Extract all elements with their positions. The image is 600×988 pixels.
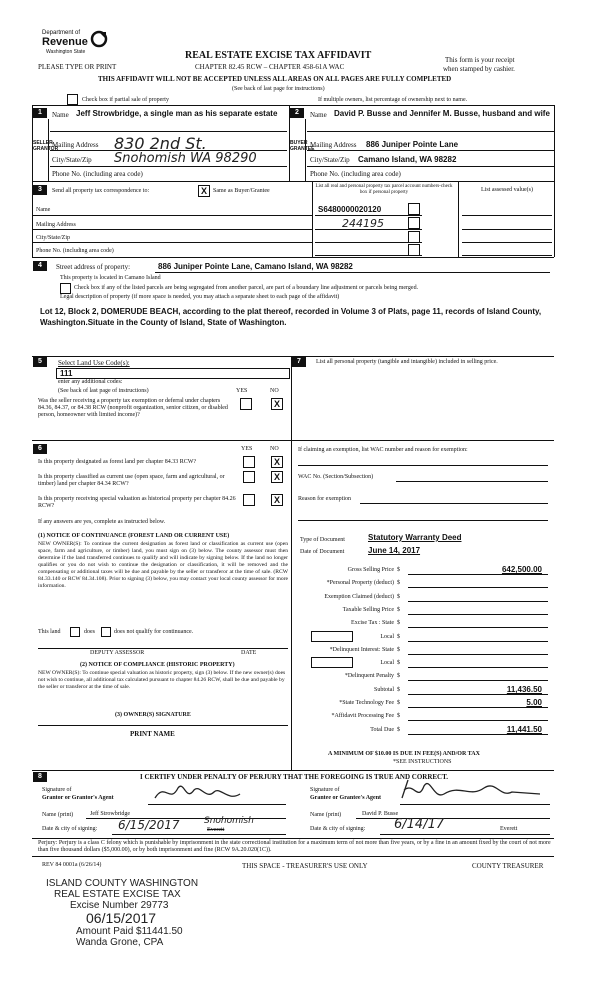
dept-line3: Washington State — [46, 49, 86, 55]
personal-property-checkbox-4[interactable] — [408, 244, 420, 256]
section-1-number: 1 — [33, 108, 47, 118]
county-treasurer-label: COUNTY TREASURER — [472, 862, 544, 870]
money-row-label: Subtotal — [373, 687, 394, 693]
money-row — [290, 684, 552, 696]
money-row-label: Local — [380, 660, 394, 666]
buyer-name-label: Name — [310, 111, 327, 119]
receipt-note-2: when stamped by cashier. — [443, 65, 515, 73]
money-row-currency: $ — [397, 687, 400, 693]
street-address-label: Street address of property: — [56, 263, 131, 271]
notice1-title: (1) NOTICE OF CONTINUANCE (FOREST LAND OR CURRENT USE) — [38, 533, 230, 539]
assessor-date-label: DATE — [241, 650, 257, 656]
grantor-signature — [150, 780, 280, 806]
section3-city-label: City/State/Zip — [36, 235, 70, 241]
local-tax-box[interactable] — [311, 657, 353, 668]
certify-line: I CERTIFY UNDER PENALTY OF PERJURY THAT THE FOREGOING IS TRUE AND CORRECT. — [140, 773, 449, 781]
money-row-currency: $ — [397, 673, 400, 679]
stamp-line-2: REAL ESTATE EXCISE TAX — [54, 889, 181, 900]
legal-description-label: Legal description of property (if more space is needed, you may attach a separate sheet to each page of the affidavit) — [60, 294, 340, 300]
grantee-city-value: Everett — [500, 826, 518, 832]
land-does-not-checkbox[interactable] — [101, 627, 111, 637]
street-address-value: 886 Juniper Pointe Lane, Camano Island, WA 98282 — [158, 262, 353, 271]
doc-date-label: Date of Document — [300, 549, 345, 555]
money-row-currency: $ — [397, 594, 400, 600]
buyer-address-label: Mailing Address — [310, 141, 357, 149]
money-row-currency: $ — [397, 607, 400, 613]
money-row-value[interactable]: 5.00 — [526, 698, 542, 707]
seller-name-label: Name — [52, 111, 69, 119]
any-yes-note: If any answers are yes, complete as instructed below. — [38, 519, 166, 525]
land-use-value: 111 — [60, 369, 73, 378]
form-revision: REV 84 0001a (6/26/14) — [42, 862, 102, 868]
assessed-header: List assessed value(s) — [481, 187, 533, 193]
section5-see-back: (See back of last page of instructions) — [58, 388, 149, 394]
grantee-date-value: 6/14/17 — [394, 817, 445, 832]
land-use-label: Select Land Use Code(s): — [58, 359, 130, 367]
does-label: does — [84, 629, 95, 635]
grantor-date-city-label: Date & city of signing: — [42, 826, 98, 832]
current-use-no-checkbox[interactable]: X — [271, 471, 283, 483]
money-row — [290, 697, 552, 709]
money-row-currency: $ — [397, 647, 400, 653]
money-row — [290, 564, 552, 576]
personal-property-checkbox-2[interactable] — [408, 217, 420, 229]
dor-logo — [42, 30, 112, 60]
seller-phone-label: Phone No. (including area code) — [52, 170, 143, 178]
located-in: This property is located in Camano Island — [60, 275, 161, 281]
owner-signature-label: (3) OWNER(S) SIGNATURE — [115, 712, 191, 718]
money-row — [290, 644, 552, 656]
stamp-line-3: Excise Number 29773 — [70, 900, 169, 911]
money-row-label: *Delinquent Penalty — [344, 673, 394, 679]
please-type: PLEASE TYPE OR PRINT — [38, 63, 117, 71]
personal-property-checkbox-1[interactable] — [408, 203, 420, 215]
grantee-date-city-label: Date & city of signing: — [310, 826, 366, 832]
grantor-city-value: Snohomish — [204, 816, 254, 826]
treasurer-stamp — [46, 878, 198, 948]
receipt-note-1: This form is your receipt — [445, 56, 515, 64]
grantor-sig-label-2: Grantor or Grantor's Agent — [42, 795, 114, 801]
seller-address-label: Mailing Address — [52, 141, 99, 149]
section-8-number: 8 — [33, 772, 47, 782]
money-row-label: Gross Selling Price — [347, 567, 394, 573]
doc-type-value: Statutory Warranty Deed — [368, 533, 462, 542]
money-row — [290, 724, 552, 736]
forest-no-checkbox[interactable]: X — [271, 456, 283, 468]
exemption-question: Was the seller receiving a property tax exemption or deferral under chapters 84.36, 84.37, or 84.38 RCW (nonprofit organization, senior citizen, or disabled person, homeowner with limited income)? — [38, 398, 228, 418]
parcel-number-2: 244195 — [342, 217, 384, 230]
section3-phone-label: Phone No. (including area code) — [36, 248, 114, 254]
forest-yes-checkbox[interactable] — [243, 456, 255, 468]
grantee-name-label: Name (print) — [310, 812, 342, 818]
money-row — [290, 710, 552, 722]
dept-line1: Department of — [42, 30, 81, 36]
money-row-currency: $ — [397, 634, 400, 640]
stamp-line-5: Amount Paid $11441.50 — [76, 926, 183, 937]
historic-no-checkbox[interactable]: X — [271, 494, 283, 506]
grantor-sig-label-1: Signature of — [42, 787, 72, 793]
notice1-body: NEW OWNER(S): To continue the current designation as forest land or classification as current use (open space, farm and agriculture, or timber) land, you must sign on (3) below. The county assessor must then determine if the land transferred continues to qualify and will indicate by signing below. If the land no longer qualifies or you do not wish to continue the designation or classification, it will be removed and the compensating or additional taxes will be due and payable by the seller or transferor at the time of sale. (RCW 84.33.140 or RCW 84.34.108). Prior to signing (3) below, you may contact your local county assessor for more information. — [38, 541, 288, 589]
section-5-number: 5 — [33, 357, 47, 367]
see-back-instructions: (See back of last page for instructions) — [232, 86, 325, 92]
money-row-value[interactable]: 11,441.50 — [506, 725, 542, 734]
partial-sale-label: Check box if partial sale of property — [82, 97, 169, 103]
money-row-label: *State Technology Fee — [339, 700, 394, 706]
money-row-currency: $ — [397, 567, 400, 573]
section6-yes-header: YES — [241, 446, 253, 452]
money-row-value[interactable]: 11,436.50 — [506, 685, 542, 694]
buyer-phone-label: Phone No. (including area code) — [310, 170, 401, 178]
form-title: REAL ESTATE EXCISE TAX AFFIDAVIT — [185, 50, 372, 61]
does-not-label: does not qualify for continuance. — [114, 629, 194, 635]
money-row-label: Taxable Selling Price — [342, 607, 394, 613]
warning-line: THIS AFFIDAVIT WILL NOT BE ACCEPTED UNLESS ALL AREAS ON ALL PAGES ARE FULLY COMPLETED — [98, 75, 452, 83]
send-correspondence-label: Send all property tax correspondence to: — [52, 188, 150, 194]
section6-no-header: NO — [270, 446, 279, 452]
buyer-name-value: David P. Busse and Jennifer M. Busse, husband and wife — [334, 109, 550, 118]
segregation-checkbox[interactable] — [60, 283, 71, 294]
additional-codes-label: enter any additional codes: — [58, 379, 123, 385]
seller-side-label: SELLER GRANTOR — [33, 140, 59, 152]
exemption-no-checkbox[interactable]: X — [271, 398, 283, 410]
grantor-name-value: Jeff Strowbridge — [90, 811, 131, 817]
segregation-label: Check box if any of the listed parcels are being segregated from another parcel, are part of a boundary line adjustment or parcels being merged. — [74, 285, 419, 291]
perjury-note: Perjury: Perjury is a class C felony which is punishable by imprisonment in the state correctional institution for a maximum term of not more than five years, or by a fine in an amount fixed by the court of not more than five thousand dollars ($5,000.00), or by both imprisonment and fine (RCW 9A.20.020(1C)). — [38, 840, 551, 853]
money-row-label: *Personal Property (deduct) — [326, 580, 394, 586]
doc-type-label: Type of Document — [300, 537, 345, 543]
form-chapter: CHAPTER 82.45 RCW – CHAPTER 458-61A WAC — [195, 63, 345, 71]
money-row — [290, 617, 552, 629]
exemption-claim-label: If claiming an exemption, list WAC number and reason for exemption: — [298, 447, 468, 453]
notice2-body: NEW OWNER(S): To continue special valuation as historic property, sign (3) below. If the new owner(s) does not wish to continue, all additional tax calculated pursuant to chapter 84.26 RCW, shall be due and payable by the seller or transferor at the time of sale. — [38, 670, 286, 690]
seller-address-value: 830 2nd St. — [114, 134, 207, 153]
section-2-number: 2 — [290, 108, 304, 118]
section5-yes-header: YES — [236, 388, 248, 394]
wac-label: WAC No. (Section/Subsection) — [298, 474, 374, 480]
stamp-line-6: Wanda Grone, CPA — [76, 937, 164, 948]
multiple-owners-note: If multiple owners, list percentage of ownership next to name. — [318, 97, 468, 103]
money-row-value[interactable]: 642,500.00 — [501, 565, 542, 574]
partial-sale-checkbox[interactable] — [67, 94, 78, 105]
local-tax-box[interactable] — [311, 631, 353, 642]
section-6-number: 6 — [33, 444, 47, 454]
money-row-currency: $ — [397, 727, 400, 733]
money-row — [290, 591, 552, 603]
same-as-buyer-label: Same as Buyer/Grantee — [213, 188, 270, 194]
current-use-yes-checkbox[interactable] — [243, 471, 255, 483]
minimum-note: A MINIMUM OF $10.00 IS DUE IN FEE(S) AND/OR TAX — [328, 751, 480, 757]
personal-property-checkbox-3[interactable] — [408, 231, 420, 243]
dept-line2: Revenue — [42, 36, 88, 48]
grantee-sig-label-1: Signature of — [310, 787, 340, 793]
grantee-name-value: David P. Busse — [362, 811, 399, 817]
doc-date-value: June 14, 2017 — [368, 546, 421, 555]
forest-land-question: Is this property designated as forest land per chapter 84.33 RCW? — [38, 459, 197, 465]
stamp-line-1: ISLAND COUNTY WASHINGTON — [46, 878, 199, 889]
money-row — [290, 604, 552, 616]
money-row-currency: $ — [397, 713, 400, 719]
buyer-side-label: BUYER GRANTEE — [290, 140, 315, 152]
section-3-number: 3 — [33, 185, 47, 195]
money-row — [290, 670, 552, 682]
money-row-currency: $ — [397, 620, 400, 626]
legal-description-value: Lot 12, Block 2, DOMERUDE BEACH, according to the plat thereof, recorded in Volume 3 of Plats, page 11, records of Island County, Washington.Situate in the County of Island, State of Washington. — [40, 307, 542, 327]
buyer-city-value: Camano Island, WA 98282 — [358, 155, 457, 164]
money-row-label: Total Due — [370, 727, 394, 733]
parcel-header: List all real and personal property tax parcel account numbers-check box if personal property — [315, 184, 453, 195]
money-row-currency: $ — [397, 580, 400, 586]
deputy-assessor-label: DEPUTY ASSESSOR — [90, 650, 145, 656]
money-row-currency: $ — [397, 660, 400, 666]
grantor-name-label: Name (print) — [42, 812, 74, 818]
section3-name-label: Name — [36, 207, 51, 213]
treasurer-use-label: THIS SPACE - TREASURER'S USE ONLY — [242, 862, 368, 870]
section-7-number: 7 — [292, 357, 306, 367]
see-instructions-note: *SEE INSTRUCTIONS — [393, 759, 452, 765]
this-land-label: This land — [38, 629, 61, 635]
seller-city-label: City/State/Zip — [52, 156, 92, 164]
historic-yes-checkbox[interactable] — [243, 494, 255, 506]
same-as-buyer-checkbox[interactable]: X — [198, 185, 210, 197]
print-name-label: PRINT NAME — [130, 730, 175, 738]
parcel-number-1: S6480000020120 — [318, 205, 382, 214]
money-row-currency: $ — [397, 700, 400, 706]
personal-property-label: List all personal property (tangible and intangible) included in selling price. — [316, 359, 498, 365]
section-4-number: 4 — [33, 261, 47, 271]
money-row-label: Exemption Claimed (deduct) — [324, 594, 394, 600]
buyer-address-value: 886 Juniper Pointe Lane — [366, 140, 459, 149]
reason-label: Reason for exemption — [298, 496, 351, 502]
seller-city-value: Snohomish WA 98290 — [114, 151, 257, 166]
money-row-label: Local — [380, 634, 394, 640]
grantor-date-value: 6/15/2017 — [118, 818, 180, 832]
notice2-title: (2) NOTICE OF COMPLIANCE (HISTORIC PROPERTY) — [80, 662, 235, 668]
land-does-checkbox[interactable] — [70, 627, 80, 637]
grantee-sig-label-2: Grantee or Grantee's Agent — [310, 795, 382, 801]
stamp-line-4: 06/15/2017 — [86, 910, 157, 926]
seller-name-value: Jeff Strowbridge, a single man as his separate estate — [76, 109, 278, 118]
buyer-city-label: City/State/Zip — [310, 156, 350, 164]
exemption-yes-checkbox[interactable] — [240, 398, 252, 410]
section3-address-label: Mailing Address — [36, 222, 76, 228]
historic-question: Is this property receiving special valuation as historical property per chapter 84.26 RCW? — [38, 496, 236, 509]
grantee-signature — [400, 776, 550, 806]
current-use-question: Is this property classified as current use (open space, farm and agricultural, or timber) land per chapter 84.34 RCW? — [38, 474, 225, 487]
money-row-label: *Delinquent Interest: State — [329, 647, 394, 653]
grantor-city-printed: Everett — [207, 827, 225, 833]
land-use-input[interactable] — [56, 368, 290, 379]
money-row-label: *Affidavit Processing Fee — [331, 713, 394, 719]
money-row-label: Excise Tax : State — [351, 620, 394, 626]
dor-logo-icon — [90, 30, 108, 48]
money-row — [290, 577, 552, 589]
section5-no-header: NO — [270, 388, 279, 394]
